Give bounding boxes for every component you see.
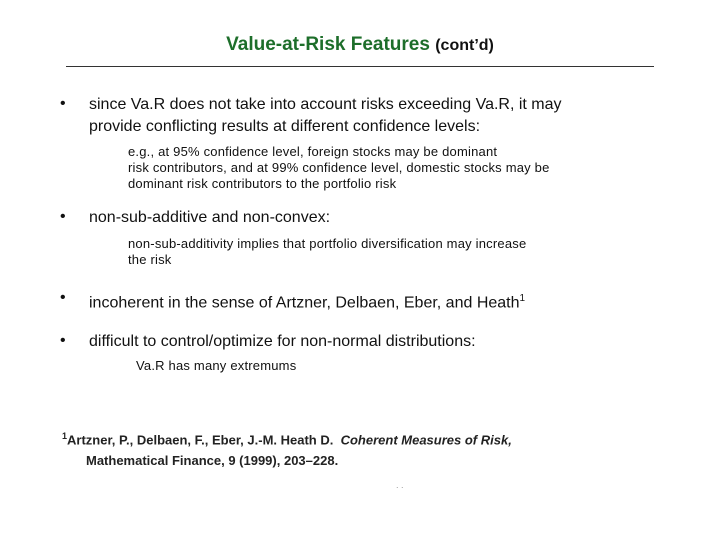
bullet-1-sub-line-1: e.g., at 95% confidence level, foreign stocks may be dominant [128,144,498,159]
bullet-marker: • [60,208,66,225]
footnote-title: Coherent Measures of Risk, [340,432,512,448]
footnote [62,426,512,471]
bullet-3-line-1 [89,288,525,313]
title-divider [66,66,654,67]
slide-title-suffix: (cont’d) [435,37,494,54]
bullet-marker: • [60,289,66,306]
bullet-1-line-2: provide conflicting results at different confidence levels: [89,118,481,135]
bullet-2-sub-line-1: non-sub-additivity implies that portfolio diversification may increase [128,236,527,251]
footnote-reference: 1 [519,293,526,304]
bullet-2-line-1: non-sub-additive and non-convex: [89,209,331,226]
slide-title [0,34,720,56]
bullet-1-sub-line-3: dominant risk contributors to the portfolio risk [128,176,397,191]
footnote-mark: 1 [62,431,68,441]
bullet-3-text: incoherent in the sense of Artzner, Delbaen, Eber, and Heath [89,294,520,312]
slide-title-main: Value-at-Risk Features [226,34,430,55]
footnote-authors: Artzner, P., Delbaen, F., Eber, J.-M. Heath D. [67,432,334,448]
bullet-2-sub-line-2: the risk [128,252,172,267]
bullet-1-line-1: since Va.R does not take into account risks exceeding Va.R, it may [89,96,562,113]
footnote-journal: Mathematical Finance, 9 (1999), 203–228. [86,453,339,469]
trailing-dots: . . [396,480,404,490]
bullet-1-sub-line-2: risk contributors, and at 99% confidence level, domestic stocks may be [128,160,550,175]
bullet-4-sub-line-1: Va.R has many extremums [136,358,297,373]
bullet-marker: • [60,332,66,349]
bullet-marker: • [60,95,66,112]
bullet-4-line-1: difficult to control/optimize for non-normal distributions: [89,333,476,350]
